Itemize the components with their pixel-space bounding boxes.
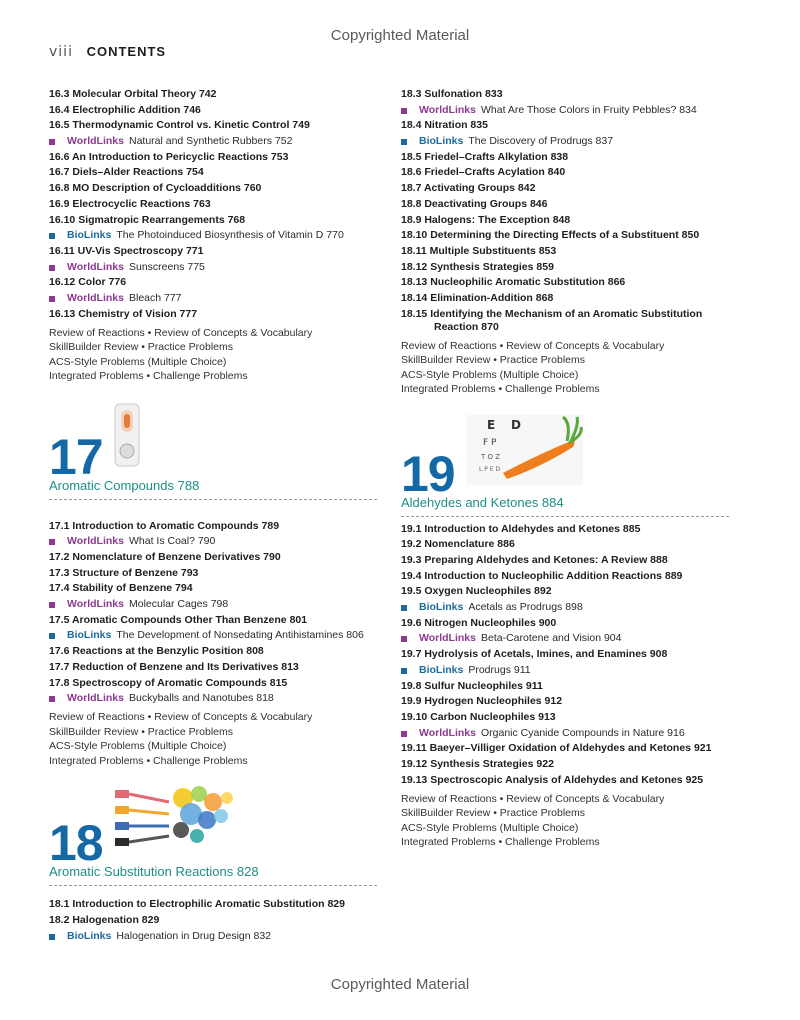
- square-bullet-icon: [401, 668, 407, 674]
- toc-section-entry: 19.3 Preparing Aldehydes and Ketones: A Review 888: [401, 554, 668, 566]
- link-text: What Are Those Colors in Fruity Pebbles? 834: [480, 103, 697, 116]
- toc-list: [49, 520, 394, 706]
- toc-section-entry: 19.7 Hydrolysis of Acetals, Imines, and Enamines 908: [401, 648, 668, 661]
- toc-section-entry: 16.7 Diels–Alder Reactions 754: [49, 166, 204, 179]
- toc-section-entry: 19.8 Sulfur Nucleophiles 911: [401, 679, 543, 692]
- biolinks-entry: [49, 629, 394, 642]
- toc-section-entry: 18.1 Introduction to Electrophilic Aromatic Substitution 829: [49, 898, 345, 911]
- toc-section-entry: 17.5 Aromatic Compounds Other Than Benzene 801: [49, 613, 308, 626]
- biolinks-entry: [49, 930, 394, 943]
- svg-text:E: E: [487, 417, 496, 432]
- review-line: SkillBuilder Review • Practice Problems: [401, 354, 585, 367]
- toc-section-entry: 17.2 Nomenclature of Benzene Derivatives 790: [49, 551, 281, 563]
- link-text: The Photoinduced Biosynthesis of Vitamin D 770: [116, 229, 344, 242]
- watermark-bottom: Copyrighted Material: [330, 976, 470, 993]
- review-line: SkillBuilder Review • Practice Problems: [401, 807, 585, 820]
- toc-section-entry: 16.4 Electrophilic Addition 746: [49, 103, 201, 116]
- toc-section-entry: 19.5 Oxygen Nucleophiles 892: [401, 585, 552, 598]
- toc-section-entry: 18.6 Friedel–Crafts Acylation 840: [401, 166, 566, 179]
- toc-section-entry: 18.2 Halogenation 829: [49, 913, 160, 926]
- toc-section-entry: 16.10 Sigmatropic Rearrangements 768: [49, 213, 246, 226]
- review-line: Review of Reactions • Review of Concepts & Vocabulary: [401, 792, 665, 805]
- worldlinks-entry: [401, 632, 746, 645]
- chapter-17-image: [113, 402, 141, 468]
- square-bullet-icon: [401, 605, 407, 611]
- review-line: ACS-Style Problems (Multiple Choice): [401, 821, 579, 834]
- toc-section-entry: 18.15 Identifying the Mechanism of an Aromatic Substitution Reaction 870: [401, 307, 703, 333]
- square-bullet-icon: [49, 296, 55, 302]
- link-tag: WorldLinks: [67, 260, 124, 273]
- toc-section-entry: 18.10 Determining the Directing Effects of a Substituent 850: [401, 229, 700, 242]
- toc-section-entry: 16.12 Color 776: [49, 276, 127, 289]
- link-tag: WorldLinks: [419, 726, 476, 739]
- link-tag: WorldLinks: [67, 598, 124, 611]
- square-bullet-icon: [49, 633, 55, 639]
- square-bullet-icon: [401, 731, 407, 737]
- review-line: ACS-Style Problems (Multiple Choice): [49, 355, 227, 368]
- chapter-number: 18: [49, 815, 103, 872]
- worldlinks-entry: [49, 292, 394, 305]
- review-line: Review of Reactions • Review of Concepts & Vocabulary: [49, 326, 313, 339]
- square-bullet-icon: [49, 602, 55, 608]
- toc-list: [401, 88, 746, 334]
- toc-section-entry: 19.13 Spectroscopic Analysis of Aldehydes and Ketones 925: [401, 773, 704, 786]
- link-tag: BioLinks: [419, 663, 464, 676]
- biolinks-entry: [401, 664, 746, 677]
- review-line: SkillBuilder Review • Practice Problems: [49, 725, 233, 738]
- toc-section-entry: 19.11 Baeyer–Villiger Oxidation of Aldehydes and Ketones 921: [401, 742, 712, 755]
- toc-section-entry: 19.9 Hydrogen Nucleophiles 912: [401, 695, 563, 708]
- square-bullet-icon: [49, 934, 55, 940]
- biolinks-entry: [401, 135, 746, 148]
- toc-section-entry: 18.4 Nitration 835: [401, 119, 488, 132]
- toc-section-entry: 17.8 Spectroscopy of Aromatic Compounds 815: [49, 676, 288, 689]
- link-text: The Development of Nonsedating Antihistamines 806: [116, 629, 364, 642]
- link-tag: WorldLinks: [67, 135, 124, 148]
- link-text: Prodrugs 911: [468, 663, 531, 676]
- toc-section-entry: 18.14 Elimination-Addition 868: [401, 291, 554, 304]
- toc-section-entry: 18.5 Friedel–Crafts Alkylation 838: [401, 150, 569, 163]
- page-number: viii: [49, 44, 73, 60]
- chapter-number: 19: [401, 445, 455, 502]
- link-tag: BioLinks: [419, 135, 464, 148]
- toc-section-entry: 16.11 UV-Vis Spectroscopy 771: [49, 244, 204, 257]
- toc-list: [49, 88, 394, 321]
- biolinks-entry: [401, 601, 746, 614]
- right-column: [401, 88, 746, 850]
- toc-section-entry: 16.8 MO Description of Cycloadditions 760: [49, 182, 262, 195]
- toc-list: [401, 523, 746, 787]
- toc-section-entry: 19.10 Carbon Nucleophiles 913: [401, 710, 556, 723]
- link-text: Acetals as Prodrugs 898: [468, 601, 583, 614]
- square-bullet-icon: [401, 108, 407, 114]
- toc-section-entry: 18.12 Synthesis Strategies 859: [401, 260, 554, 273]
- toc-section-entry: 19.2 Nomenclature 886: [401, 538, 515, 551]
- toc-section-entry: 16.3 Molecular Orbital Theory 742: [49, 88, 217, 100]
- toc-section-entry: 18.3 Sulfonation 833: [401, 88, 503, 100]
- svg-text:F P: F P: [483, 437, 497, 448]
- link-text: Beta-Carotene and Vision 904: [480, 632, 622, 645]
- review-block: [49, 710, 394, 768]
- svg-text:D: D: [511, 417, 521, 432]
- link-text: Halogenation in Drug Design 832: [116, 929, 272, 942]
- worldlinks-entry: [49, 135, 394, 148]
- chapter-title: Aldehydes and Ketones 884: [401, 494, 564, 510]
- chapter-19-image: [467, 415, 583, 485]
- link-tag: WorldLinks: [67, 692, 124, 705]
- svg-text:T O Z: T O Z: [481, 452, 501, 461]
- link-tag: WorldLinks: [419, 632, 476, 645]
- link-tag: BioLinks: [67, 229, 112, 242]
- link-tag: WorldLinks: [419, 103, 476, 116]
- square-bullet-icon: [49, 696, 55, 702]
- worldlinks-entry: [49, 535, 394, 548]
- link-text: Buckyballs and Nanotubes 818: [128, 692, 274, 705]
- link-text: What Is Coal? 790: [128, 535, 216, 548]
- chapter-18-image: [109, 784, 271, 858]
- chapter-18-header: [49, 784, 394, 910]
- review-block: [49, 326, 394, 384]
- toc-section-entry: 16.6 An Introduction to Pericyclic Reactions 753: [49, 150, 289, 163]
- toc-section-entry: 16.13 Chemistry of Vision 777: [49, 307, 198, 320]
- square-bullet-icon: [49, 139, 55, 145]
- chapter-rule: [49, 499, 377, 500]
- review-line: ACS-Style Problems (Multiple Choice): [401, 368, 579, 381]
- watermark-top: Copyrighted Material: [330, 27, 470, 44]
- biolinks-entry: [49, 229, 394, 242]
- review-line: Review of Reactions • Review of Concepts & Vocabulary: [401, 339, 665, 352]
- link-tag: WorldLinks: [67, 535, 124, 548]
- link-text: Natural and Synthetic Rubbers 752: [128, 135, 293, 148]
- review-line: SkillBuilder Review • Practice Problems: [49, 341, 233, 354]
- review-line: Integrated Problems • Challenge Problems: [49, 370, 248, 383]
- toc-section-entry: 16.9 Electrocyclic Reactions 763: [49, 197, 211, 210]
- chapter-rule: [49, 885, 377, 886]
- link-text: The Discovery of Prodrugs 837: [468, 135, 614, 148]
- square-bullet-icon: [401, 139, 407, 145]
- review-block: [401, 339, 746, 397]
- chapter-number: 17: [49, 428, 103, 485]
- review-line: Review of Reactions • Review of Concepts & Vocabulary: [49, 711, 313, 724]
- toc-section-entry: 16.5 Thermodynamic Control vs. Kinetic Control 749: [49, 119, 310, 132]
- link-tag: BioLinks: [67, 629, 112, 642]
- toc-section-entry: 18.13 Nucleophilic Aromatic Substitution 866: [401, 276, 626, 289]
- page-title: CONTENTS: [86, 44, 167, 59]
- toc-section-entry: 19.1 Introduction to Aldehydes and Ketones 885: [401, 522, 641, 535]
- toc-section-entry: 18.9 Halogens: The Exception 848: [401, 213, 571, 226]
- chapter-rule: [401, 516, 729, 517]
- square-bullet-icon: [49, 539, 55, 545]
- square-bullet-icon: [49, 265, 55, 271]
- left-column: [49, 88, 394, 945]
- chapter-title: Aromatic Compounds 788: [49, 477, 200, 493]
- toc-section-entry: 18.11 Multiple Substituents 853: [401, 244, 557, 257]
- running-header: [49, 44, 166, 60]
- toc-section-entry: 17.4 Stability of Benzene 794: [49, 582, 193, 595]
- chapter-19-header: [401, 415, 746, 537]
- link-tag: BioLinks: [67, 929, 112, 942]
- toc-section-entry: 18.8 Deactivating Groups 846: [401, 197, 548, 210]
- toc-section-entry: 19.4 Introduction to Nucleophilic Addition Reactions 889: [401, 569, 683, 582]
- chapter-17-header: [49, 402, 394, 520]
- link-text: Sunscreens 775: [128, 260, 205, 273]
- link-tag: BioLinks: [419, 601, 464, 614]
- link-text: Molecular Cages 798: [128, 598, 229, 611]
- toc-section-entry: 19.6 Nitrogen Nucleophiles 900: [401, 616, 557, 629]
- toc-section-entry: 17.3 Structure of Benzene 793: [49, 566, 199, 579]
- toc-section-entry: 17.6 Reactions at the Benzylic Position 808: [49, 645, 264, 658]
- link-text: Bleach 777: [128, 291, 182, 304]
- toc-section-entry: 17.7 Reduction of Benzene and Its Derivatives 813: [49, 660, 299, 673]
- worldlinks-entry: [401, 104, 746, 117]
- review-line: Integrated Problems • Challenge Problems: [401, 383, 600, 396]
- review-line: ACS-Style Problems (Multiple Choice): [49, 740, 227, 753]
- toc-section-entry: 18.7 Activating Groups 842: [401, 182, 536, 195]
- worldlinks-entry: [49, 261, 394, 274]
- review-line: Integrated Problems • Challenge Problems: [401, 836, 600, 849]
- worldlinks-entry: [49, 692, 394, 705]
- square-bullet-icon: [49, 233, 55, 239]
- toc-section-entry: 17.1 Introduction to Aromatic Compounds 789: [49, 519, 280, 532]
- link-text: Organic Cyanide Compounds in Nature 916: [480, 726, 685, 739]
- square-bullet-icon: [401, 636, 407, 642]
- link-tag: WorldLinks: [67, 291, 124, 304]
- worldlinks-entry: [49, 598, 394, 611]
- review-block: [401, 792, 746, 850]
- review-line: Integrated Problems • Challenge Problems: [49, 754, 248, 767]
- chapter-title: Aromatic Substitution Reactions 828: [49, 864, 259, 880]
- toc-section-entry: 19.12 Synthesis Strategies 922: [401, 757, 554, 770]
- worldlinks-entry: [401, 727, 746, 740]
- svg-text:L P E D: L P E D: [479, 465, 501, 473]
